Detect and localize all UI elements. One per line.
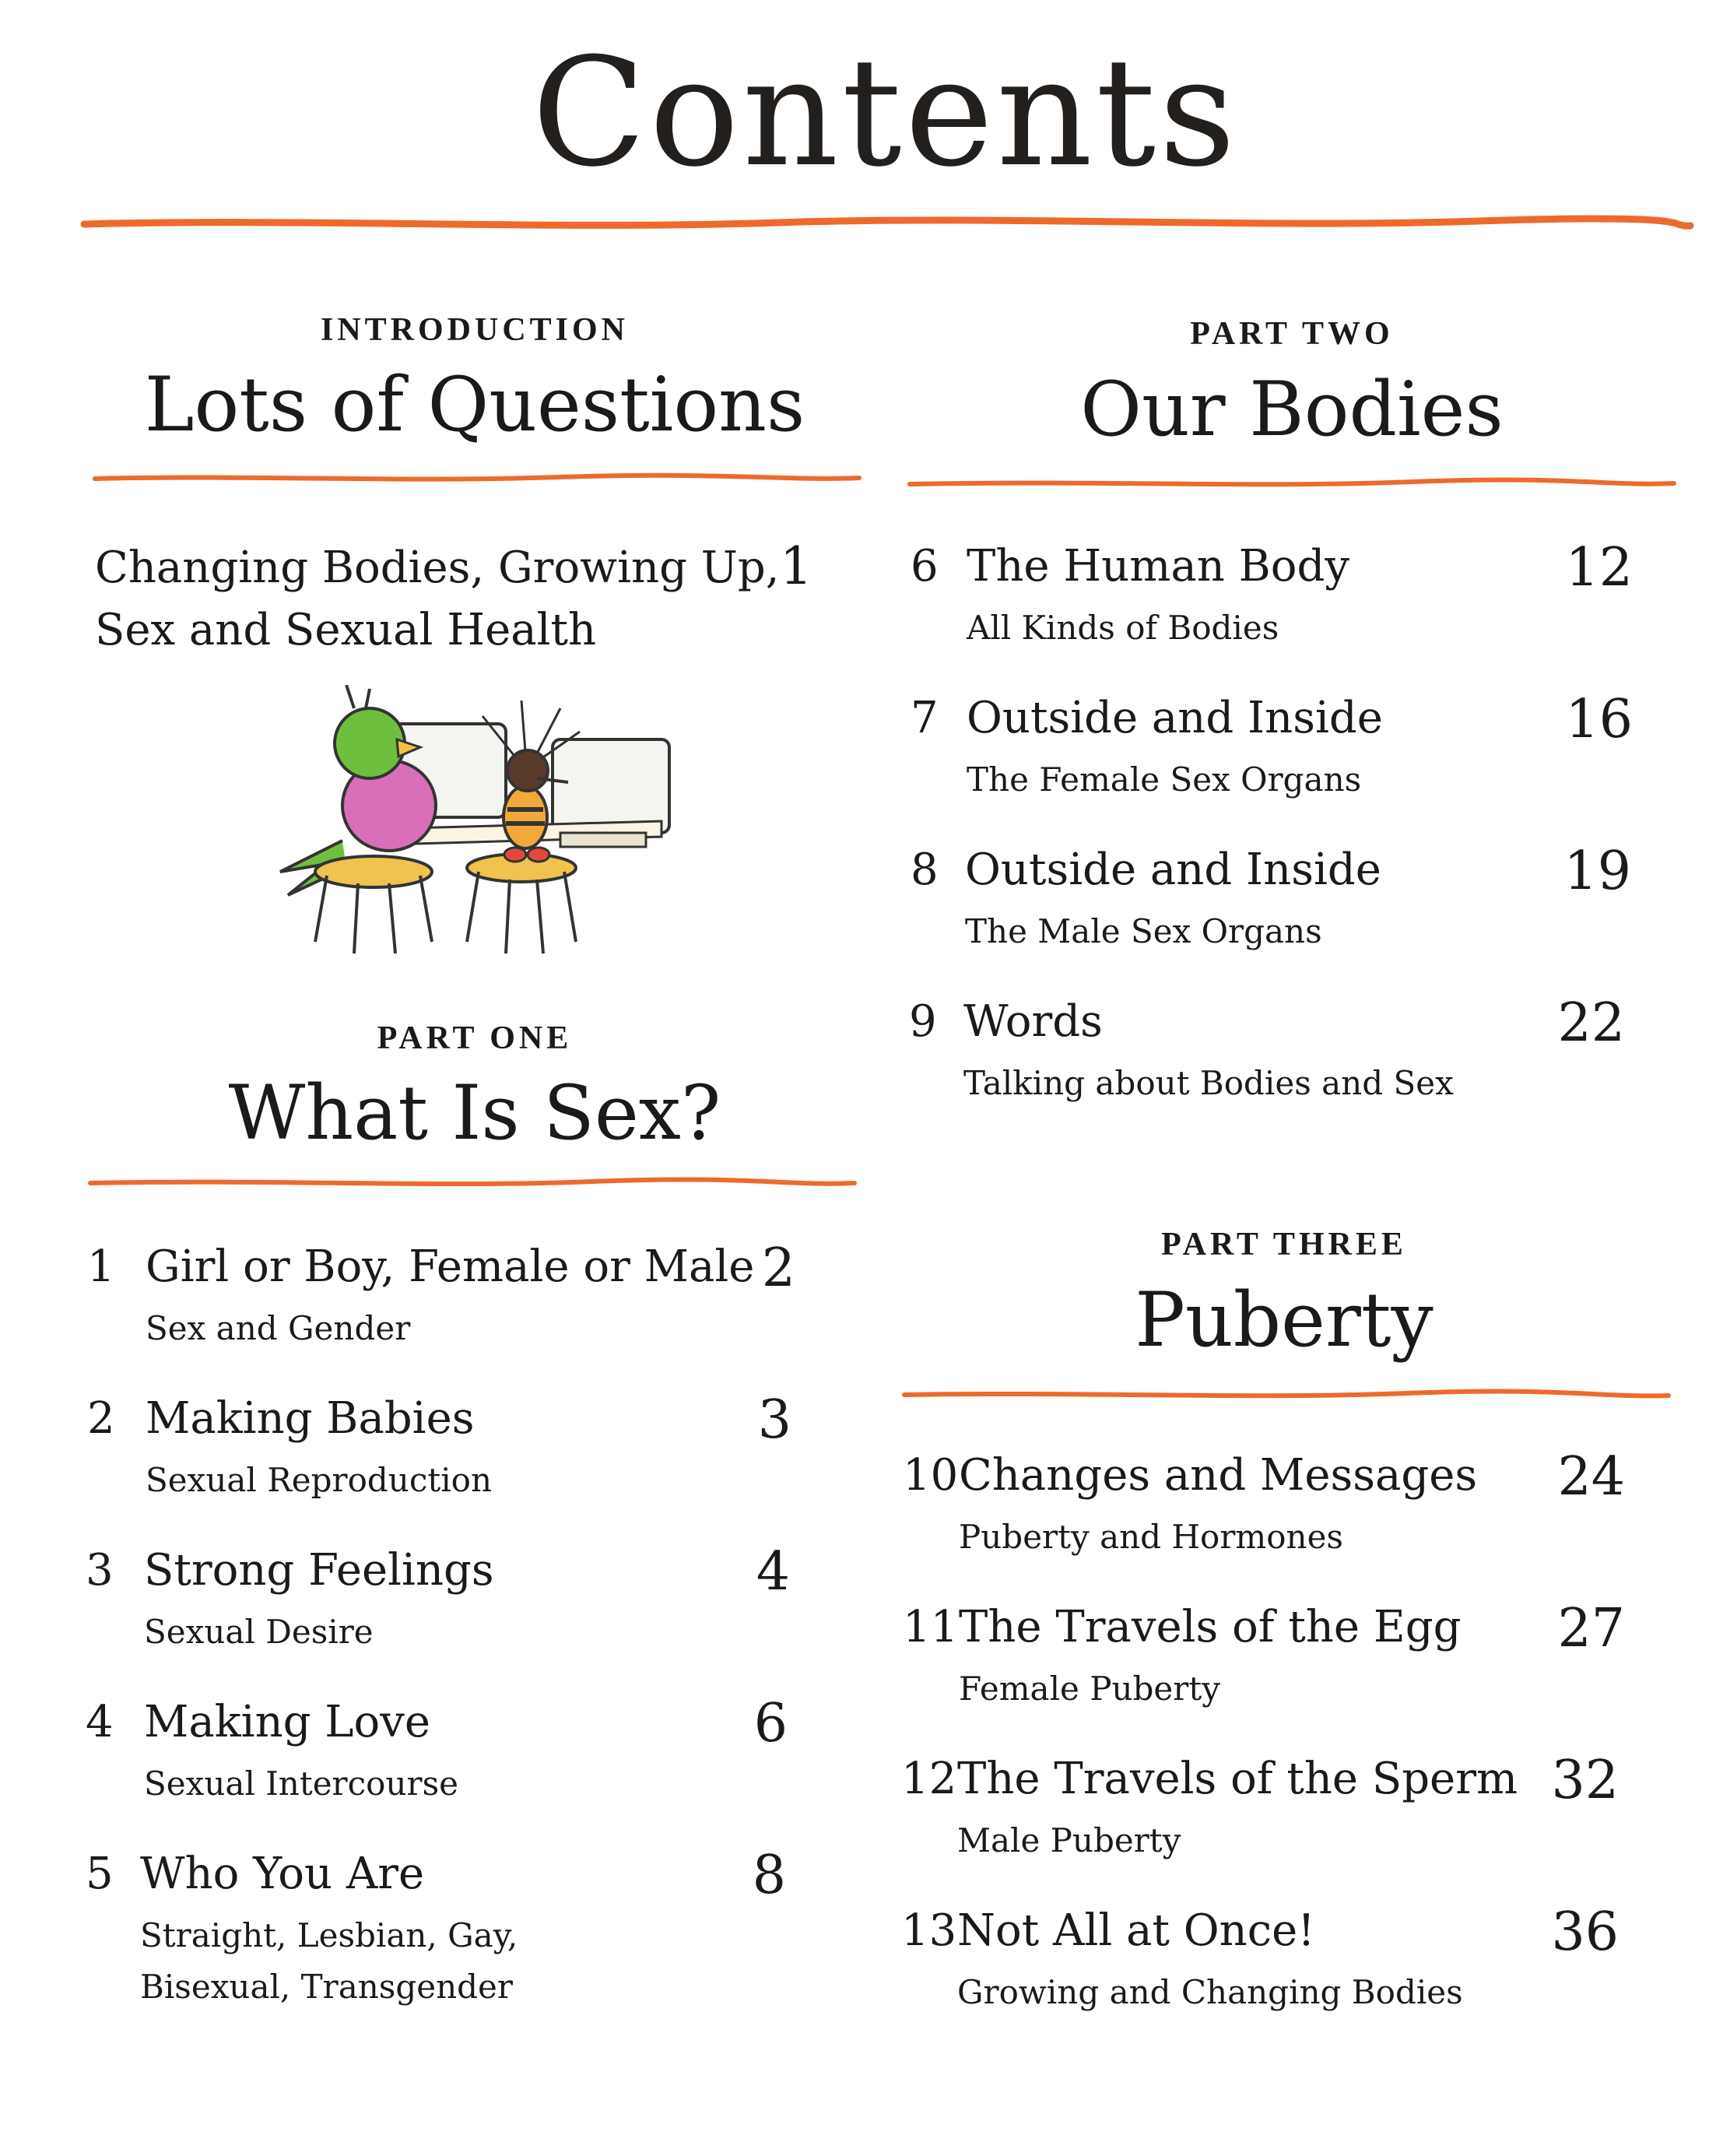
chapter-entry-5[interactable] bbox=[86, 1845, 802, 2008]
chapter-subtitle: Puberty and Hormones bbox=[959, 1518, 1343, 1556]
chapter-page-number: 22 bbox=[1557, 992, 1625, 1054]
chapter-page-number: 4 bbox=[756, 1541, 790, 1603]
chapter-subtitle: Growing and Changing Bodies bbox=[957, 1973, 1463, 2011]
chapter-page-number: 32 bbox=[1551, 1750, 1619, 1811]
chapter-page-number: 12 bbox=[1565, 537, 1633, 599]
chapter-page-number: 19 bbox=[1563, 841, 1631, 902]
chapter-page-number: 16 bbox=[1565, 689, 1633, 750]
chapter-number: 7 bbox=[911, 693, 939, 743]
chapter-title: Making Love bbox=[144, 1697, 430, 1747]
chapter-entry-3[interactable] bbox=[86, 1541, 802, 1651]
chapter-entry-7[interactable] bbox=[911, 689, 1689, 799]
chapter-subtitle: The Female Sex Organs bbox=[967, 760, 1362, 799]
page-title: Contents bbox=[532, 26, 1239, 200]
chapter-title: Words bbox=[963, 996, 1103, 1047]
chapter-entry-9[interactable] bbox=[909, 992, 1687, 1102]
chapter-number: 8 bbox=[911, 844, 939, 895]
chapter-entry-13[interactable] bbox=[901, 1901, 1687, 2011]
chapter-page-number: 36 bbox=[1551, 1901, 1619, 1963]
chapter-subtitle: Talking about Bodies and Sex bbox=[963, 1064, 1454, 1102]
chapter-number: 2 bbox=[87, 1393, 115, 1444]
chapter-page-number: 24 bbox=[1557, 1446, 1625, 1508]
chapter-number: 13 bbox=[901, 1905, 957, 1956]
chapter-number: 11 bbox=[903, 1602, 959, 1652]
chapter-number: 3 bbox=[86, 1545, 114, 1596]
part-three-label: PART THREE bbox=[1161, 1227, 1407, 1262]
chapter-title: Girl or Boy, Female or Male bbox=[146, 1241, 755, 1292]
chapter-page-number: 2 bbox=[761, 1238, 795, 1299]
chapter-title: Strong Feelings bbox=[144, 1545, 494, 1596]
introduction-entry-line-1[interactable]: Changing Bodies, Growing Up, bbox=[95, 543, 780, 593]
title-divider bbox=[78, 209, 1697, 240]
chapter-title: Changes and Messages bbox=[959, 1450, 1478, 1501]
chapter-number: 9 bbox=[909, 996, 937, 1047]
chapter-page-number: 6 bbox=[753, 1693, 788, 1754]
chapter-title: The Travels of the Sperm bbox=[957, 1754, 1518, 1804]
introduction-label: INTRODUCTION bbox=[320, 312, 630, 348]
chapter-number: 12 bbox=[901, 1754, 957, 1804]
part-two-label: PART TWO bbox=[1190, 316, 1394, 352]
chapter-subtitle: The Male Sex Organs bbox=[965, 912, 1322, 950]
chapter-title: Outside and Inside bbox=[967, 693, 1383, 743]
part-three-title: Puberty bbox=[1135, 1276, 1434, 1364]
chapter-entry-11[interactable] bbox=[903, 1598, 1689, 1708]
introduction-entry-line-2[interactable]: Sex and Sexual Health bbox=[95, 605, 597, 655]
bird-and-bee-at-computers-illustration bbox=[272, 685, 677, 973]
chapter-number: 5 bbox=[86, 1849, 114, 1899]
chapter-page-number: 3 bbox=[757, 1389, 791, 1451]
introduction-title: Lots of Questions bbox=[144, 361, 805, 448]
chapter-entry-8[interactable] bbox=[911, 841, 1689, 950]
part-three-divider bbox=[901, 1384, 1672, 1407]
chapter-title: Outside and Inside bbox=[965, 844, 1381, 895]
chapter-title: Making Babies bbox=[146, 1393, 475, 1444]
chapter-entry-6[interactable] bbox=[911, 537, 1689, 647]
part-one-title: What Is Sex? bbox=[228, 1069, 721, 1157]
chapter-title: Who You Are bbox=[140, 1849, 425, 1899]
chapter-entry-10[interactable] bbox=[903, 1446, 1689, 1556]
chapter-subtitle: Female Puberty bbox=[959, 1670, 1220, 1708]
chapter-subtitle: Sex and Gender bbox=[146, 1309, 411, 1347]
chapter-number: 10 bbox=[903, 1450, 959, 1501]
chapter-subtitle: Sexual Intercourse bbox=[144, 1764, 458, 1803]
chapter-title: The Human Body bbox=[967, 541, 1349, 592]
chapter-subtitle: Straight, Lesbian, Gay, bbox=[140, 1916, 518, 1954]
chapter-title: Not All at Once! bbox=[957, 1905, 1315, 1956]
chapter-subtitle-line-2: Bisexual, Transgender bbox=[140, 1968, 513, 2006]
part-one-divider bbox=[87, 1171, 858, 1195]
chapter-entry-2[interactable] bbox=[87, 1389, 803, 1499]
chapter-page-number: 8 bbox=[752, 1845, 786, 1906]
chapter-subtitle: All Kinds of Bodies bbox=[967, 609, 1279, 647]
chapter-number: 4 bbox=[86, 1697, 114, 1747]
chapter-subtitle: Male Puberty bbox=[957, 1821, 1181, 1859]
chapter-number: 1 bbox=[87, 1241, 115, 1292]
chapter-page-number: 27 bbox=[1557, 1598, 1625, 1659]
chapter-entry-12[interactable] bbox=[901, 1750, 1687, 1859]
chapter-number: 6 bbox=[911, 541, 939, 592]
chapter-title: The Travels of the Egg bbox=[959, 1602, 1462, 1652]
part-two-divider bbox=[907, 472, 1677, 495]
part-two-title: Our Bodies bbox=[1080, 366, 1504, 453]
chapter-entry-1[interactable] bbox=[87, 1238, 803, 1347]
introduction-divider bbox=[92, 467, 862, 490]
part-one-label: PART ONE bbox=[377, 1020, 573, 1056]
chapter-subtitle: Sexual Desire bbox=[144, 1613, 374, 1651]
introduction-page-number: 1 bbox=[780, 536, 812, 596]
chapter-subtitle: Sexual Reproduction bbox=[146, 1461, 493, 1499]
chapter-entry-4[interactable] bbox=[86, 1693, 802, 1803]
